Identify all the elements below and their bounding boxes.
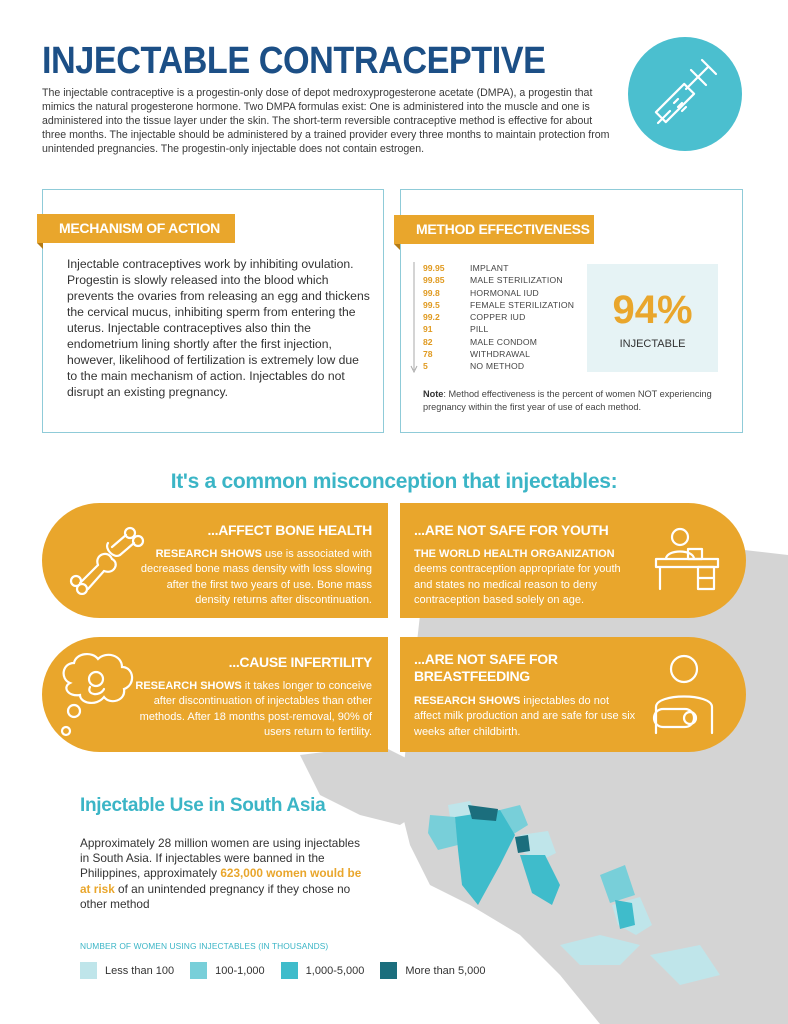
card-lead: THE WORLD HEALTH ORGANIZATION (414, 548, 615, 560)
misconception-title: It's a common misconception that injectables: (170, 470, 618, 493)
note-text: : Method effectiveness is the percent of women NOT experiencing pregnancy within the first year of use of each method. (423, 389, 712, 412)
south-asia-text-before: Approximately 28 million women are using injectables in South Asia. If injectables were banned in the Philippines, approximately (80, 836, 360, 881)
mother-baby-icon (646, 653, 720, 737)
method-value: 99.85 (423, 275, 445, 286)
list-item (423, 262, 583, 274)
card-text: injectables do not affect milk production and are safe for use six weeks after childbirth. (414, 695, 636, 738)
legend-swatch (80, 962, 97, 979)
mechanism-heading: MECHANISM OF ACTION (37, 214, 235, 243)
card-body (132, 679, 372, 740)
method-value: 78 (423, 349, 433, 360)
card-youth (400, 503, 746, 618)
legend-label: More than 5,000 (405, 964, 486, 977)
method-name: NO METHOD (470, 361, 525, 372)
method-value: 99.5 (423, 299, 440, 310)
legend-label: 100-1,000 (215, 964, 265, 977)
injectable-label: INJECTABLE (619, 338, 686, 350)
injectable-highlight (587, 264, 718, 372)
legend-swatch (380, 962, 397, 979)
card-lead: RESEARCH SHOWS (155, 548, 262, 560)
effectiveness-list (423, 262, 583, 373)
card-body (140, 547, 372, 608)
list-item (423, 287, 583, 299)
intro-paragraph: The injectable contraceptive is a progestin-only dose of depot medroxyprogesterone acetate (DMPA), a progestin that mimics the natural progesterone hormone. Two DMPA formulas exist: One is administered into the muscle and one is administered into the tissue layer under the skin. The short-term reversible contraceptive method is effective for about three months. The injectable should be administered by a trained provider every three months to maintain protection from unintended pregnancies. The progestin-only injectable does not contain estrogen. (42, 87, 610, 155)
south-asia-text (80, 836, 370, 912)
card-lead: RESEARCH SHOWS (414, 695, 521, 707)
method-name: MALE STERILIZATION (470, 275, 563, 286)
south-asia-highlight: 623,000 women would be at risk (80, 866, 362, 896)
syringe-badge (628, 37, 742, 151)
list-item (423, 323, 583, 335)
card-text: use is associated with decreased bone mass density with loss slowing after the first two years of use. Bone mass density returns after discontinuation. (140, 548, 372, 606)
list-item (423, 360, 583, 372)
card-lead: RESEARCH SHOWS (135, 680, 242, 692)
effectiveness-note (423, 388, 733, 413)
method-value: 99.8 (423, 287, 440, 298)
south-asia-text-after: of an unintended pregnancy if they chose no other method (80, 881, 351, 911)
down-arrow-icon (410, 262, 418, 374)
method-value: 99.95 (423, 263, 445, 273)
list-item (423, 299, 583, 311)
legend-item (190, 962, 265, 979)
note-label: Note (423, 389, 444, 399)
card-heading: ...ARE NOT SAFE FOR BREASTFEEDING (414, 651, 558, 684)
card-infertility (42, 637, 388, 752)
south-asia-title: Injectable Use in South Asia (80, 795, 326, 816)
legend-label: 1,000-5,000 (305, 964, 365, 977)
method-name: WITHDRAWAL (470, 349, 531, 360)
method-name: PILL (470, 324, 489, 335)
student-desk-icon (652, 523, 722, 593)
card-heading: ...ARE NOT SAFE FOR YOUTH (414, 522, 609, 538)
list-item (423, 274, 583, 286)
list-item (423, 336, 583, 348)
card-breastfeeding (400, 637, 746, 752)
list-item (423, 348, 583, 360)
card-body (414, 694, 636, 740)
method-name: MALE CONDOM (470, 336, 538, 347)
legend-title: NUMBER OF WOMEN USING INJECTABLES (IN THOUSANDS) (80, 941, 329, 951)
map-legend (80, 962, 502, 979)
mechanism-text: Injectable contraceptives work by inhibiting ovulation. Progestin is slowly released into the blood which prevents the ovaries from releasing an egg and thickens the cervical mucus, inhibiting sperm from entering the uterus. Injectable contraceptives also thin the endometrium lining shortly after the first injection, however, likelihood of fertilization is extremely low due to the main mechanism of action. Injectables do not disrupt an existing pregnancy. (67, 257, 370, 399)
card-body (414, 547, 638, 608)
method-name: IMPLANT (470, 263, 509, 273)
legend-label: Less than 100 (105, 964, 175, 977)
page-title: INJECTABLE CONTRACEPTIVE (42, 40, 546, 82)
legend-item (80, 962, 174, 979)
method-value: 82 (423, 336, 433, 347)
method-value: 91 (423, 324, 433, 335)
bone-joint-icon (68, 525, 148, 595)
card-text: deems contraception appropriate for youth and states no medical reason to deny contraception based solely on age. (414, 563, 621, 606)
method-name: COPPER IUD (470, 312, 526, 323)
legend-item (380, 962, 485, 979)
list-item (423, 311, 583, 323)
method-name: HORMONAL IUD (470, 287, 539, 298)
method-name: FEMALE STERILIZATION (470, 299, 575, 310)
legend-item (281, 962, 365, 979)
effectiveness-heading: METHOD EFFECTIVENESS (394, 215, 594, 244)
injectable-percent: 94% (612, 288, 693, 332)
card-heading: ...AFFECT BONE HEALTH (207, 522, 372, 538)
syringe-icon (628, 37, 742, 151)
method-value: 99.2 (423, 312, 440, 323)
legend-swatch (190, 962, 207, 979)
card-bone-health (42, 503, 388, 618)
legend-swatch (281, 962, 298, 979)
method-value: 5 (423, 361, 428, 372)
card-heading: ...CAUSE INFERTILITY (228, 654, 372, 670)
card-text: it takes longer to conceive after discontinuation of injectables than other methods. After 18 months post-removal, 90% of users return to fertility. (139, 680, 372, 738)
